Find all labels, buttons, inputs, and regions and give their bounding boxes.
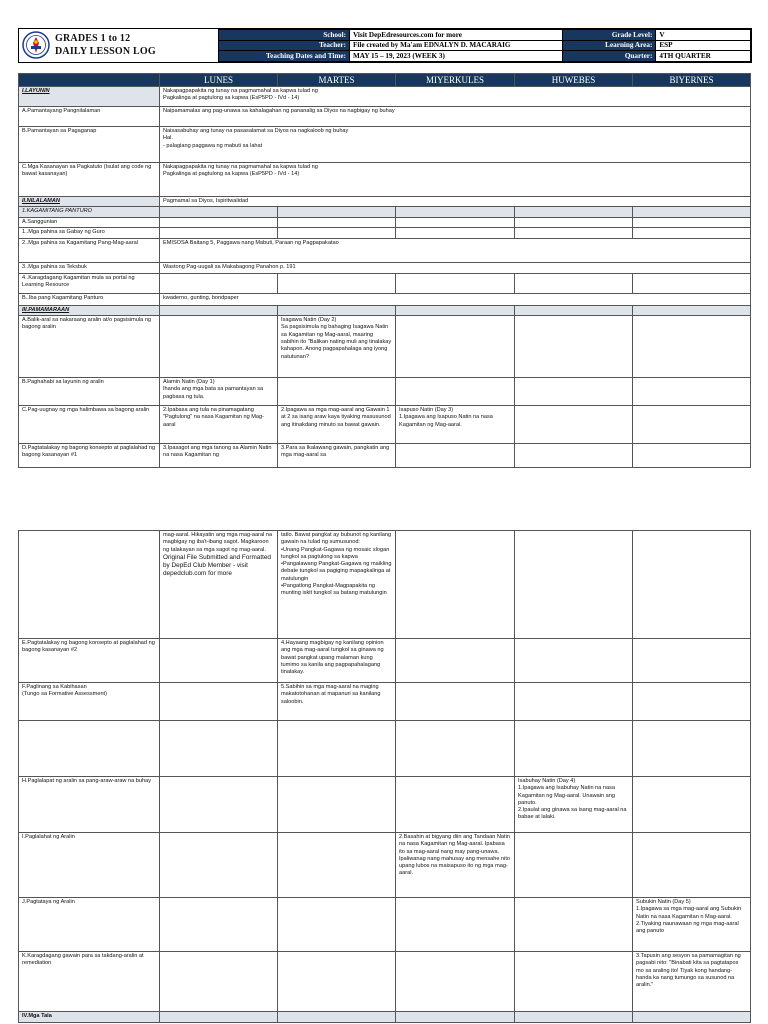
- row-pamantayan-sa-pagganap: [19, 127, 751, 163]
- row-label: II.NILALAMAN: [19, 197, 160, 207]
- row-label: B.Paghahabi sa layunin ng aralin: [19, 378, 160, 406]
- quarter-label: Quarter:: [563, 51, 656, 62]
- martes-cell: 3.Para sa Ikalawang gawain, pangkatin ang mga mag-aaral sa: [278, 444, 396, 468]
- row-label: A.Balik-aral sa nakaraang aralin at/o pagsisimula ng bagong aralin: [19, 316, 160, 378]
- row-paglalapat: [19, 777, 751, 833]
- lunes-cell: Alamin Natin (Day 1) Ihanda ang mga bata sa pamantayan sa pagbasa ng tula.: [160, 378, 278, 406]
- document-title: [55, 32, 156, 58]
- day-header-lunes: LUNES: [160, 74, 278, 87]
- area-label: Learning Area:: [563, 40, 656, 51]
- row-teksbuk: [19, 262, 751, 273]
- martes-cell: Isagawa Natin (Day 2) Sa pagsisimula ng bahaging Isagawa Natin sa Kagamitan ng Mag-aaral, maaring sabihin ito "Balikan nating muli ang tinalakay kahapon. Anong pagpapahalaga ang iyong natutunan?: [278, 316, 396, 378]
- teacher-label: Teacher:: [219, 40, 350, 51]
- row-content: Naisasabuhay ang tunay na pasasalamat sa Diyos na nagkaloob ng buhay Hal. - palagiang paggawa ng mabuti sa lahat: [160, 127, 751, 163]
- row-pamamaraan: [19, 305, 751, 315]
- row-label: A.Pamantayang Pangnilalaman: [19, 107, 160, 127]
- row-label: 1.KAGAMITANG PANTURO: [19, 207, 160, 217]
- row-karagdagang-gawain: [19, 952, 751, 1012]
- row-kasanayan: [19, 163, 751, 197]
- day-header-miyerkules: MIYERKULES: [396, 74, 515, 87]
- row-content: Wastong Pag-uugali sa Makabagong Panahon p. 191: [160, 262, 751, 273]
- watermark-note: Original File Submitted and Formatted by DepEd Club Member - visit depedclub.com for more: [163, 553, 271, 577]
- biyernes-cell: Subukin Natin (Day 5) 1.Ipagawa sa mga mag-aaral ang Subukin Natin na nasa Kagamitan n Mag-aaral. 2.Tiyaking naunawaan ng mga mag-aaral ang panuto: [633, 898, 751, 952]
- row-pag-uugnay: [19, 406, 751, 444]
- lesson-log-table-page-2: [18, 530, 751, 1023]
- dates-label: Teaching Dates and Time:: [219, 51, 350, 62]
- row-label: I.Paglalahat ng Aralin: [19, 833, 160, 898]
- lunes-cell: 3.Ipasagot ang mga tanong sa Alamin Natin na nasa Kagamitan ng: [160, 444, 278, 468]
- dates-value: MAY 15 – 19, 2023 (WEEK 3): [350, 51, 566, 62]
- huwebes-cell: Isabuhay Natin (Day 4) 1.Ipagawa ang Isabuhay Natin na nasa Kagamitan ng Mag-aaral. Unawain ang panuto. 2.Ipaulat ang ginawa sa isang mag-aaral na babae at lalaki.: [515, 777, 633, 833]
- quarter-value: 4TH QUARTER: [656, 51, 751, 62]
- lesson-log-table-page-1: [18, 73, 751, 468]
- day-header-huwebes: HUWEBES: [515, 74, 633, 87]
- deped-seal-icon: [22, 31, 50, 59]
- biyernes-cell: 3.Tapusin ang sesyon sa pamamagitan ng pagsabi nito: "Binabati kita sa pagtatapos mo sa araling ito! Tiyak kong handang-handa ka nang tumungo sa susunod na aralin.": [633, 952, 751, 1012]
- row-iba-pang-kagamitan: [19, 293, 751, 305]
- school-info-table: [218, 29, 566, 62]
- martes-cell: tatlo. Bawat pangkat ay bubunot ng kanilang gawain na tulad ng sumusunod: •Unang Pangkat-Gagawa ng mosaic slogan tungkol sa pagtulong sa kapwa •Pangalawang Pangkat-Gagawa ng maikling debate tungkol sa pagiging mapagkalinga at matulungin •Pangatlong Pangkat-Magpapakita ng munting iskit tungkol sa batang matulungin: [278, 531, 396, 639]
- row-pagtatalakay-2: [19, 639, 751, 683]
- grade-label: Grade Level:: [563, 30, 656, 41]
- miyerkules-cell: 2.Basahin at bigyang diin ang Tandaan Natin na nasa Kagamitan ng Mag-aaral. Ipabasa ito sa mag-aaral nang may pang-unawa. Ipaliwanag nang mahusay ang mensahe nito upang lubos na maisapuso ito ng mga mag-aaral.: [396, 833, 515, 898]
- row-content: Nakapagpapakita ng tunay na pagmamahal sa kapwa tulad ng Pagkalinga at pagtulong sa kapwa (EsP5PD - IVd - 14): [160, 87, 751, 107]
- row-kagamitang-panturo: [19, 207, 751, 217]
- grade-value: V: [656, 30, 751, 41]
- row-label: F.Paglinang sa Kabihasan (Tungo sa Formative Assessment): [19, 683, 160, 721]
- row-kagamitang-mag-aaral: [19, 238, 751, 262]
- miyerkules-cell: Isapuso Natin (Day 3) 1.Ipagawa ang Isapuso Natin na nasa Kagamitan ng Mag-aaral.: [396, 406, 515, 444]
- row-content: Nakapagpapakita ng tunay na pagmamahal sa kapwa tulad ng Pagkalinga at pagtulong sa kapwa (EsP5PD - IVd - 14): [160, 163, 751, 197]
- row-label: III.PAMAMARAAN: [19, 305, 160, 315]
- martes-cell: 4.Hayaang magbigay ng kanilang opinion ang mga mag-aaral tungkol sa ginawa ng bawat pangkat upang malaman kung tumimo sa kanila ang pagpapahalagang tinalakay.: [278, 639, 396, 683]
- corner-cell: [19, 74, 160, 87]
- row-label: H.Paglalapat ng aralin sa pang-araw-araw na buhay: [19, 777, 160, 833]
- row-content: Naipamamalas ang pag-unawa sa kahalagahan ng pananalig sa Diyos na nagbigay ng buhay: [160, 107, 751, 127]
- row-label: I.LAYUNIN: [19, 87, 160, 107]
- martes-cell: 5.Sabihin sa mga mag-aaral na maging makatotohanan at mapanuri sa kanilang saloobin.: [278, 683, 396, 721]
- title-line-1: GRADES 1 to 12: [55, 33, 131, 44]
- row-layunin: [19, 87, 751, 107]
- row-label: B..Iba pang Kagamitang Panturo: [19, 293, 160, 305]
- row-portal: [19, 273, 751, 293]
- row-pagtatalakay-1: [19, 444, 751, 468]
- row-label: IV.Mga Tala: [19, 1012, 160, 1023]
- row-label: E.Pagtatalakay ng bagong konsepto at paglalahad ng bagong kasanayan #2: [19, 639, 160, 683]
- row-content: kwaderno, gunting, bondpaper: [160, 293, 751, 305]
- row-label: C.Pag-uugnay ng mga halimbawa sa bagong aralin: [19, 406, 160, 444]
- row-label: D.Pagtatalakay ng bagong konsepto at paglalahad ng bagong kasanayan #1: [19, 444, 160, 468]
- row-paglalahat: [19, 833, 751, 898]
- row-gabay-guro: [19, 227, 751, 238]
- row-mga-tala: [19, 1012, 751, 1023]
- row-label: 1..Mga pahina sa Gabay ng Guro: [19, 227, 160, 238]
- row-nilalaman: [19, 197, 751, 207]
- row-label: B.Pamantayan sa Pagaganap: [19, 127, 160, 163]
- row-pagtataya: [19, 898, 751, 952]
- row-balik-aral: [19, 316, 751, 378]
- row-label: A.Sanggunian: [19, 217, 160, 227]
- row-content: EMISOSA Baitang 5, Paggawa nang Mabuti, Paraan ng Pagpapakatao: [160, 238, 751, 262]
- title-line-2: DAILY LESSON LOG: [55, 46, 156, 57]
- row-label: C.Mga Kasanayan sa Pagkatuto (Isulat ang code ng bawat kasanayan): [19, 163, 160, 197]
- lunes-cell: 2.Ipabasa ang tula na pinamagatang "Pagtulong" na nasa Kagamitan ng Mag-aaral: [160, 406, 278, 444]
- row-pagtatalakay-1-continued: [19, 531, 751, 639]
- row-content: Pagmamal sa Diyos, Ispiritwalidad: [160, 197, 751, 207]
- day-header-martes: MARTES: [278, 74, 396, 87]
- page-2: [0, 530, 768, 1024]
- row-sanggunian: [19, 217, 751, 227]
- day-header-biyernes: BIYERNES: [633, 74, 751, 87]
- class-info-table: [562, 29, 751, 62]
- row-kabihasan: [19, 683, 751, 721]
- martes-cell: 2.Ipagawa sa mga mag-aaral ang Gawain 1 at 2 sa isang araw kaya tiyaking masusunod ang itinakdang minuto sa bawat gawain.: [278, 406, 396, 444]
- row-label: 4..Karagdagang Kagamitan mula sa portal ng Learning Resource: [19, 273, 160, 293]
- lunes-cell: [160, 531, 278, 639]
- page-1: [0, 0, 768, 500]
- row-label: K.Karagdagang gawain para sa takdang-aralin at remediation: [19, 952, 160, 1012]
- school-value: Visit DepEdresources.com for more: [350, 30, 566, 41]
- row-label: 3..Mga pahina sa Teksbuk: [19, 262, 160, 273]
- row-pamantayang-pangnilalaman: [19, 107, 751, 127]
- lunes-cell-text: mag-aaral. Hikayatin ang mga mag-aaral na magbigay ng iba't-ibang sagot. Magkaroon ng talakayan sa mga sagot ng mag-aaral.: [163, 532, 273, 553]
- title-block: [19, 29, 219, 62]
- area-value: ESP: [656, 40, 751, 51]
- log-header: [18, 28, 752, 63]
- row-label: 2..Mga pahina sa Kagamitang Pang-Mag-aaral: [19, 238, 160, 262]
- row-label: J.Pagtataya ng Aralin: [19, 898, 160, 952]
- teacher-value: File created by Ma'am EDNALYN D. MACARAIG: [350, 40, 566, 51]
- school-label: School:: [219, 30, 350, 41]
- row-paghahabi: [19, 378, 751, 406]
